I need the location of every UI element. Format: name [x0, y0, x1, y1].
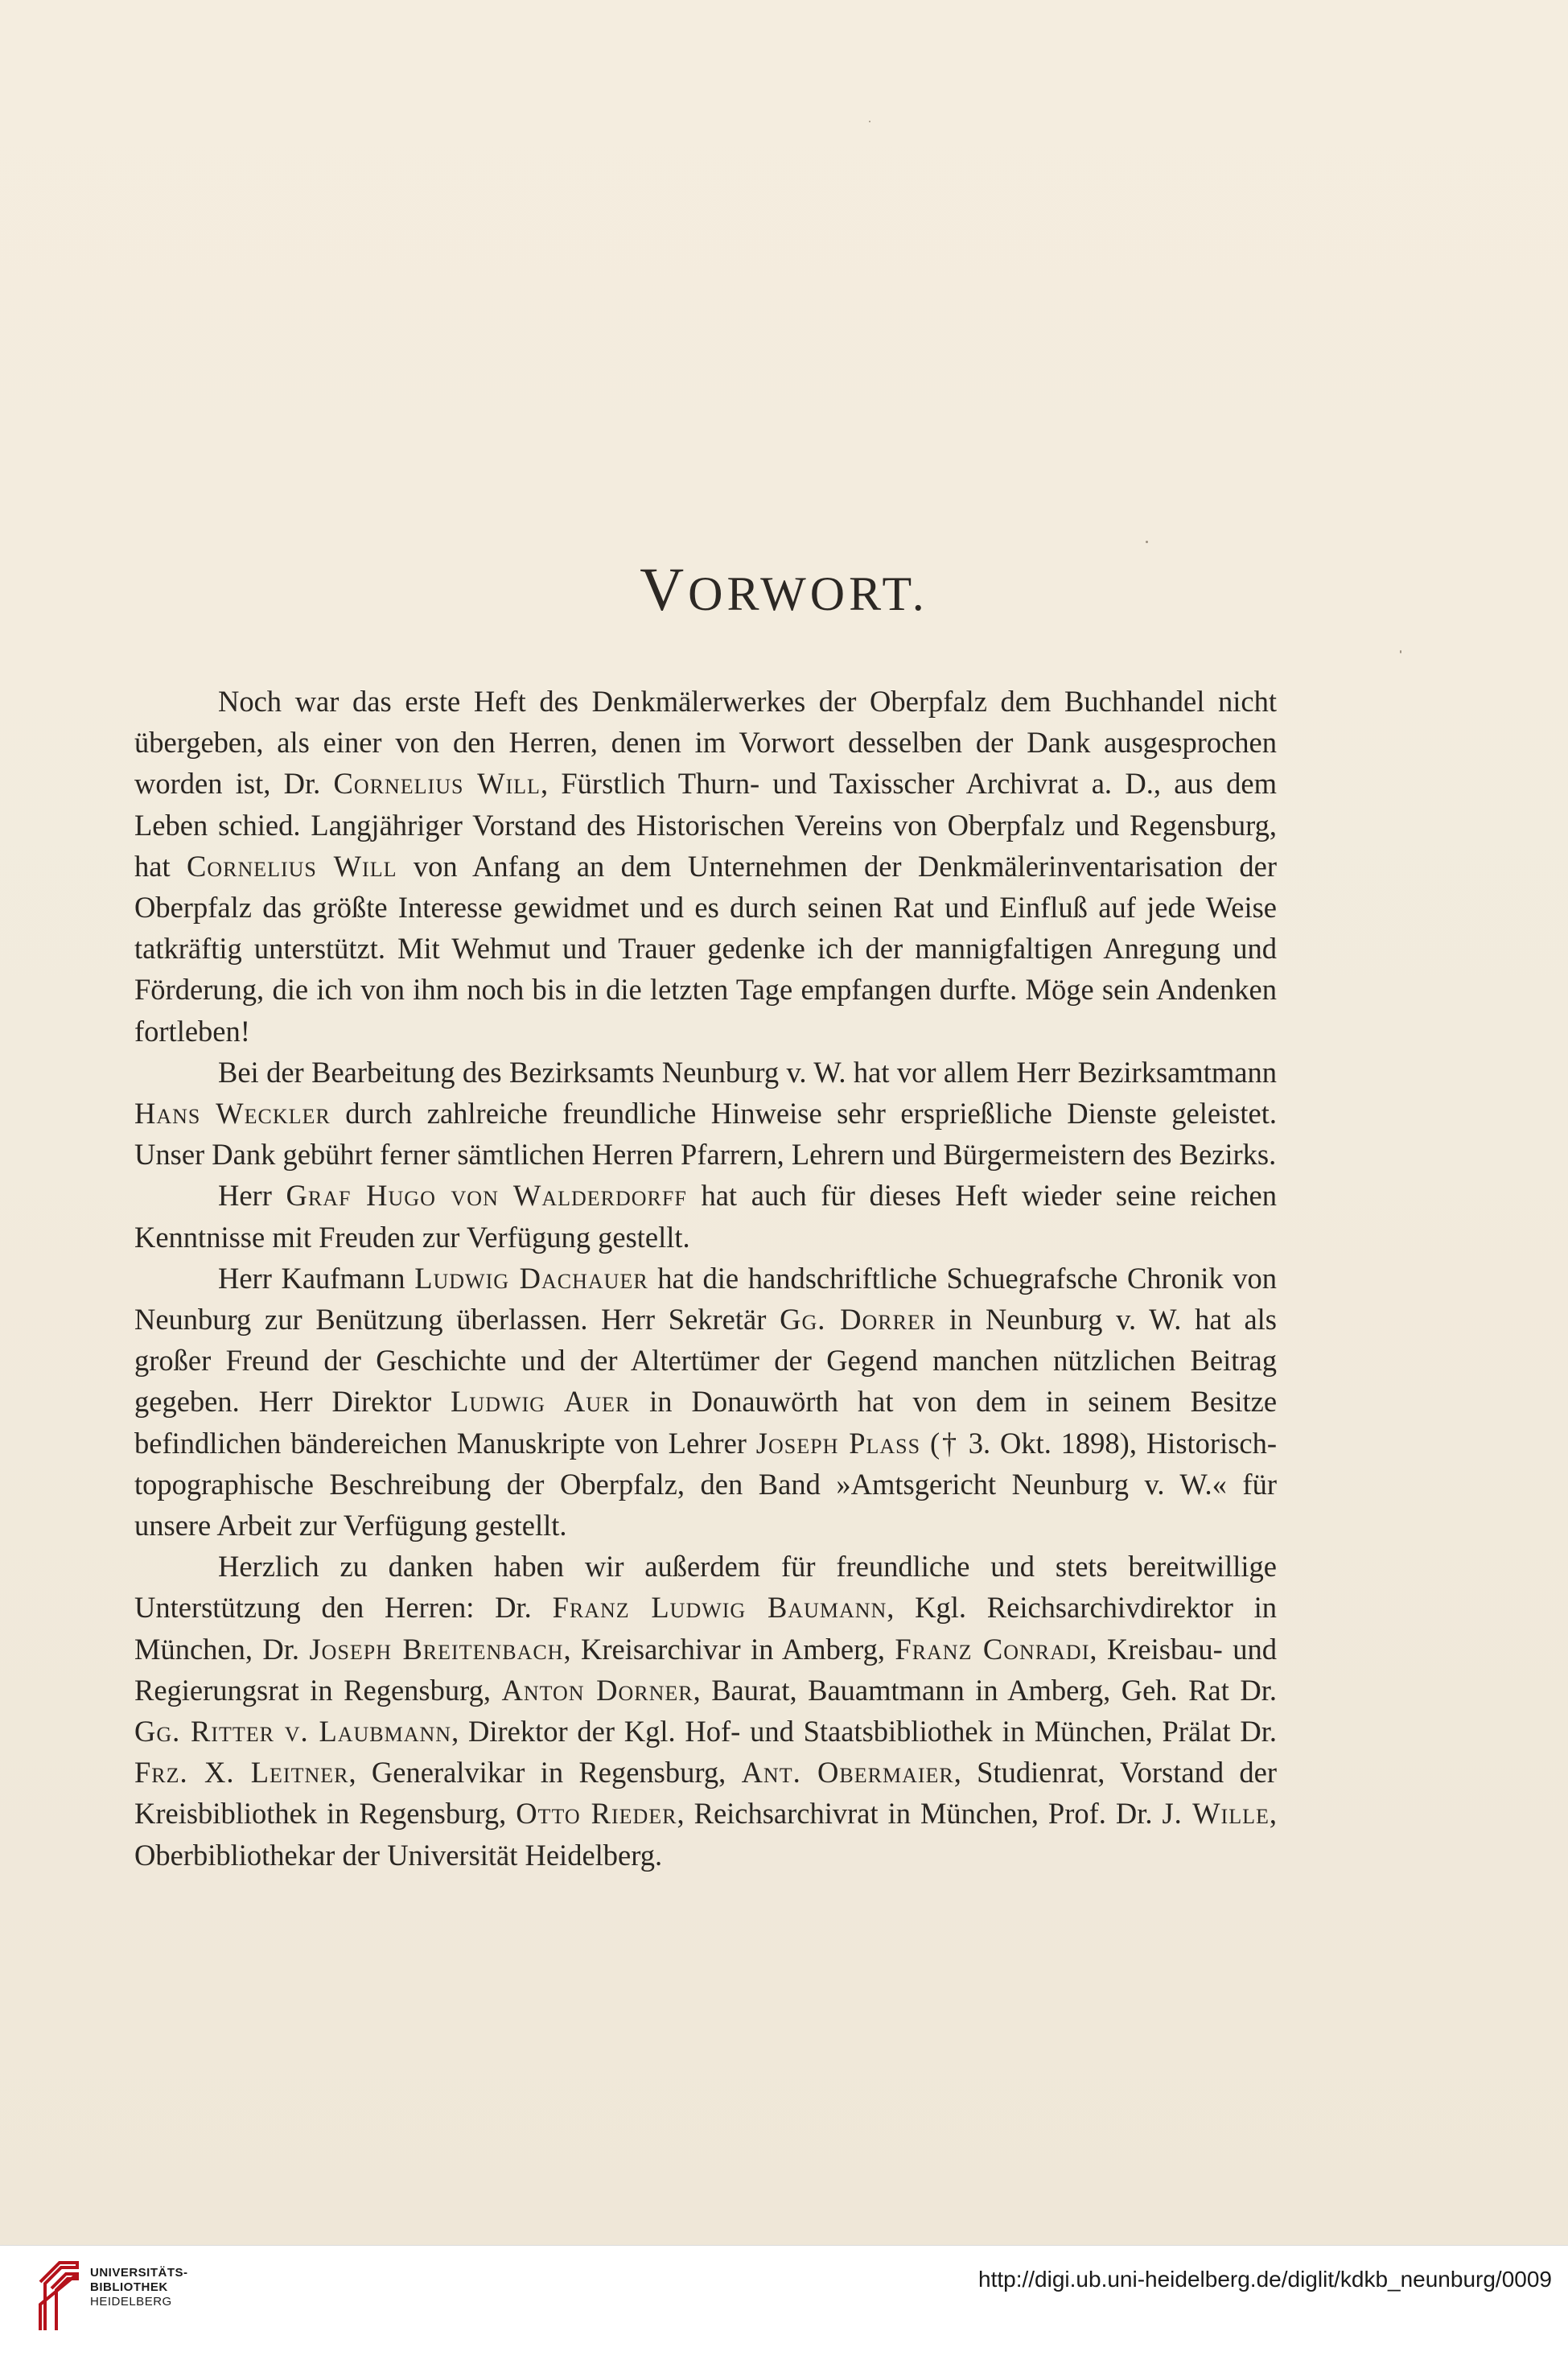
paragraph [134, 681, 1277, 1052]
text-run: , Studienrat, Vorstand der Kreisbibliothek in Regensburg, [134, 1756, 1277, 1831]
text-run: , Reichsarchivrat in München, Prof. Dr. [677, 1797, 1163, 1831]
person-name: Hans Weckler [134, 1097, 331, 1131]
page-title [0, 555, 1568, 625]
title-initial: V [640, 556, 689, 624]
person-name: Gg. Dorrer [780, 1303, 936, 1337]
paragraph [134, 1546, 1277, 1876]
text-run: von Anfang an dem Unternehmen der Denkmälerinventarisation der Oberpfalz das größte Interesse gewidmet und es durch seinen Rat und Einfluß auf jede Weise tatkräftig unterstützt. Mit Wehmut und Trauer gedenke ich der mannigfaltigen Anregung und Förderung, die ich von ihm noch bis in die letzten Tage empfangen durfte. Möge sein Andenken fortleben! [134, 849, 1277, 1048]
person-name: Ant. Obermaier [741, 1756, 954, 1790]
person-name: Franz Ludwig Baumann [552, 1591, 887, 1625]
text-run: hat auch für dieses Heft wieder seine reichen Kenntnisse mit Freuden zur Verfügung gestellt. [134, 1179, 1277, 1254]
person-name: Otto Rieder [516, 1797, 677, 1831]
text-run: Herr Kaufmann [218, 1261, 415, 1295]
person-name: Gg. Ritter v. Laubmann [134, 1715, 452, 1748]
person-name: Franz Conradi [895, 1632, 1090, 1666]
library-line-1: UNIVERSITÄTS- [90, 2266, 188, 2280]
footer-bar [0, 2245, 1568, 2356]
text-run: , Kreisbau- und Regierungsrat in Regensburg, [134, 1632, 1278, 1707]
person-name: Graf Hugo von Walderdorff [286, 1179, 687, 1213]
text-run: , Baurat, Bauamtmann in Amberg, Geh. Rat Dr. [693, 1673, 1277, 1707]
title-rest: ORWORT. [688, 567, 928, 620]
preface-text [134, 681, 1277, 1876]
paragraph [134, 1052, 1277, 1176]
person-name: Joseph Plass [755, 1426, 921, 1460]
text-run: Herzlich zu danken haben wir außerdem für freundliche und stets bereitwillige Unterstützung den Herren: Dr. [134, 1550, 1277, 1625]
text-run: , Fürstlich Thurn- und Taxisscher Archivrat a. D., aus dem Leben schied. Langjähriger Vorstand des Historischen Vereins von Oberpfalz und Regensburg, hat [134, 767, 1277, 883]
text-run: hat die handschriftliche Schuegrafsche Chronik von Neunburg zur Benützung überlassen. Herr Sekretär [134, 1261, 1277, 1337]
person-name: Joseph Breitenbach [309, 1632, 564, 1666]
paragraph [134, 1258, 1277, 1546]
text-run: Herr [218, 1179, 286, 1213]
text-run: in Donauwörth hat von dem in seinem Besitze befindlichen bändereichen Manuskripte von Lehrer [134, 1385, 1278, 1460]
paragraph [134, 1175, 1277, 1257]
text-run: , Kreisarchivar in Amberg, [563, 1632, 895, 1666]
paper-speck [869, 121, 870, 122]
person-name: J. Wille [1162, 1797, 1270, 1831]
text-run: , Kgl. Reichsarchivdirektor in München, Dr. [134, 1591, 1277, 1666]
ub-heidelberg-logo-icon [35, 2258, 82, 2335]
text-run: Bei der Bearbeitung des Bezirksamts Neunburg v. W. hat vor allem Herr Bezirksamtmann [218, 1055, 1277, 1089]
text-run: († 3. Okt. 1898), Historisch-topographische Beschreibung der Oberpfalz, den Band »Amtsgericht Neunburg v. W.« für unsere Arbeit zur Verfügung gestellt. [134, 1426, 1278, 1543]
source-url[interactable]: http://digi.ub.uni-heidelberg.de/diglit/kdkb_neunburg/0009 [978, 2267, 1552, 2292]
person-name: Cornelius Will [333, 767, 541, 801]
person-name: Ludwig Dachauer [414, 1261, 648, 1295]
library-line-2: BIBLIOTHEK [90, 2280, 168, 2294]
library-line-3: HEIDELBERG [90, 2295, 172, 2309]
text-run: , Generalvikar in Regensburg, [348, 1756, 742, 1790]
text-run: , Oberbibliothekar der Universität Heidelberg. [134, 1797, 1277, 1872]
text-run: , Direktor der Kgl. Hof- und Staatsbibliothek in München, Prälat Dr. [451, 1715, 1277, 1748]
person-name: Ludwig Auer [451, 1385, 631, 1419]
person-name: Cornelius Will [186, 849, 397, 883]
text-run: durch zahlreiche freundliche Hinweise sehr ersprießliche Dienste geleistet. Unser Dank gebührt ferner sämtlichen Herren Pfarrern, Lehrern und Bürgermeistern des Bezirks. [134, 1097, 1277, 1172]
library-name [90, 2266, 188, 2309]
paper-speck [1400, 650, 1401, 653]
text-run: Noch war das erste Heft des Denkmälerwerkes der Oberpfalz dem Buchhandel nicht übergeben, als einer von den Herren, denen im Vorwort desselben der Dank ausgesprochen worden ist, Dr. [134, 685, 1277, 801]
person-name: Frz. X. Leitner [134, 1756, 349, 1790]
person-name: Anton Dorner [501, 1673, 693, 1707]
text-run: in Neunburg v. W. hat als großer Freund der Geschichte und der Altertümer der Gegend manchen nützlichen Beitrag gegeben. Herr Direktor [134, 1303, 1277, 1419]
paper-speck [1146, 541, 1148, 543]
